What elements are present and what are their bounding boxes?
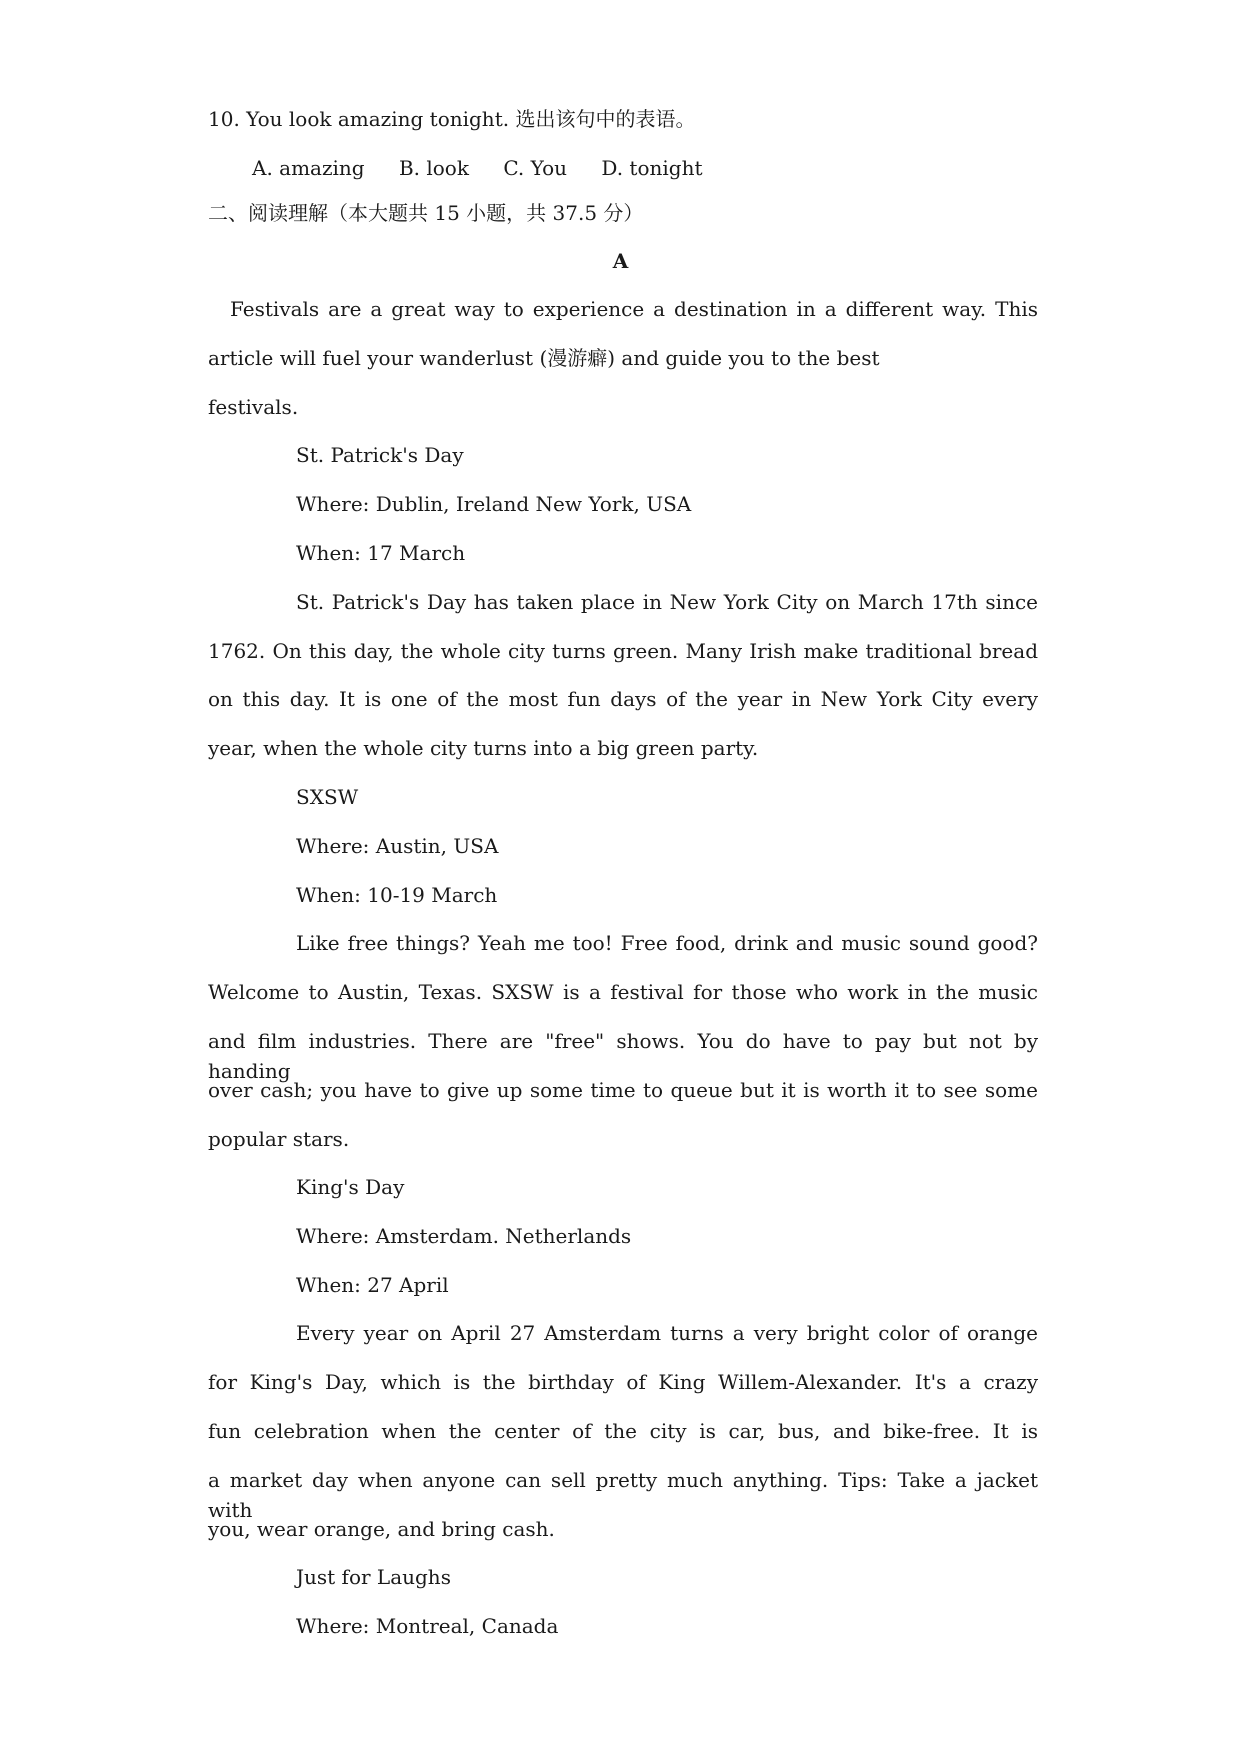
festival-1-where: Where: Dublin, Ireland New York, USA xyxy=(296,492,692,516)
festival-3-name: King's Day xyxy=(296,1175,405,1199)
festival-3-text-line-5: you, wear orange, and bring cash. xyxy=(208,1517,555,1541)
festival-2-text-line-3: and film industries. There are "free" shows. You do have to pay but not by handing xyxy=(208,1029,1038,1083)
option-a: A. amazing xyxy=(252,156,365,180)
intro-line-2: article will fuel your wanderlust (漫游癖) and guide you to the best xyxy=(208,346,880,370)
option-b: B. look xyxy=(398,156,469,180)
question-10-options xyxy=(252,153,1082,183)
festival-2-text-line-5: popular stars. xyxy=(208,1127,350,1151)
festival-2-name: SXSW xyxy=(296,785,359,809)
intro-line-1: Festivals are a great way to experience a destination in a different way. This xyxy=(230,297,1038,321)
festival-1-name: St. Patrick's Day xyxy=(296,443,464,467)
festival-4-where: Where: Montreal, Canada xyxy=(296,1614,559,1638)
festival-2-when: When: 10-19 March xyxy=(296,883,498,907)
festival-1-text-line-3: on this day. It is one of the most fun days of the year in New York City every xyxy=(208,687,1038,711)
festival-1-text-line-2: 1762. On this day, the whole city turns green. Many Irish make traditional bread xyxy=(208,639,1038,663)
festival-2-text-line-4: over cash; you have to give up some time to queue but it is worth it to see some xyxy=(208,1078,1038,1102)
option-d: D. tonight xyxy=(601,156,703,180)
option-c: C. You xyxy=(503,156,568,180)
festival-1-text-line-4: year, when the whole city turns into a big green party. xyxy=(208,736,759,760)
passage-a-label: A xyxy=(612,249,629,273)
festival-3-text-line-1: Every year on April 27 Amsterdam turns a very bright color of orange xyxy=(296,1321,1038,1345)
festival-2-text-line-2: Welcome to Austin, Texas. SXSW is a festival for those who work in the music xyxy=(208,980,1038,1004)
festival-3-text-line-4: a market day when anyone can sell pretty much anything. Tips: Take a jacket with xyxy=(208,1468,1038,1522)
festival-1-when: When: 17 March xyxy=(296,541,466,565)
festival-4-name: Just for Laughs xyxy=(296,1565,451,1589)
question-10-stem: 10. You look amazing tonight. 选出该句中的表语。 xyxy=(208,107,696,131)
festival-3-text-line-2: for King's Day, which is the birthday of King Willem-Alexander. It's a crazy xyxy=(208,1370,1038,1394)
festival-1-text-line-1: St. Patrick's Day has taken place in New York City on March 17th since xyxy=(296,590,1038,614)
section-2-heading: 二、阅读理解（本大题共 15 小题，共 37.5 分） xyxy=(208,201,644,225)
festival-2-text-line-1: Like free things? Yeah me too! Free food, drink and music sound good? xyxy=(296,931,1038,955)
intro-line-3: festivals. xyxy=(208,395,299,419)
festival-3-text-line-3: fun celebration when the center of the city is car, bus, and bike-free. It is xyxy=(208,1419,1038,1443)
festival-2-where: Where: Austin, USA xyxy=(296,834,499,858)
festival-3-where: Where: Amsterdam. Netherlands xyxy=(296,1224,632,1248)
festival-3-when: When: 27 April xyxy=(296,1273,449,1297)
